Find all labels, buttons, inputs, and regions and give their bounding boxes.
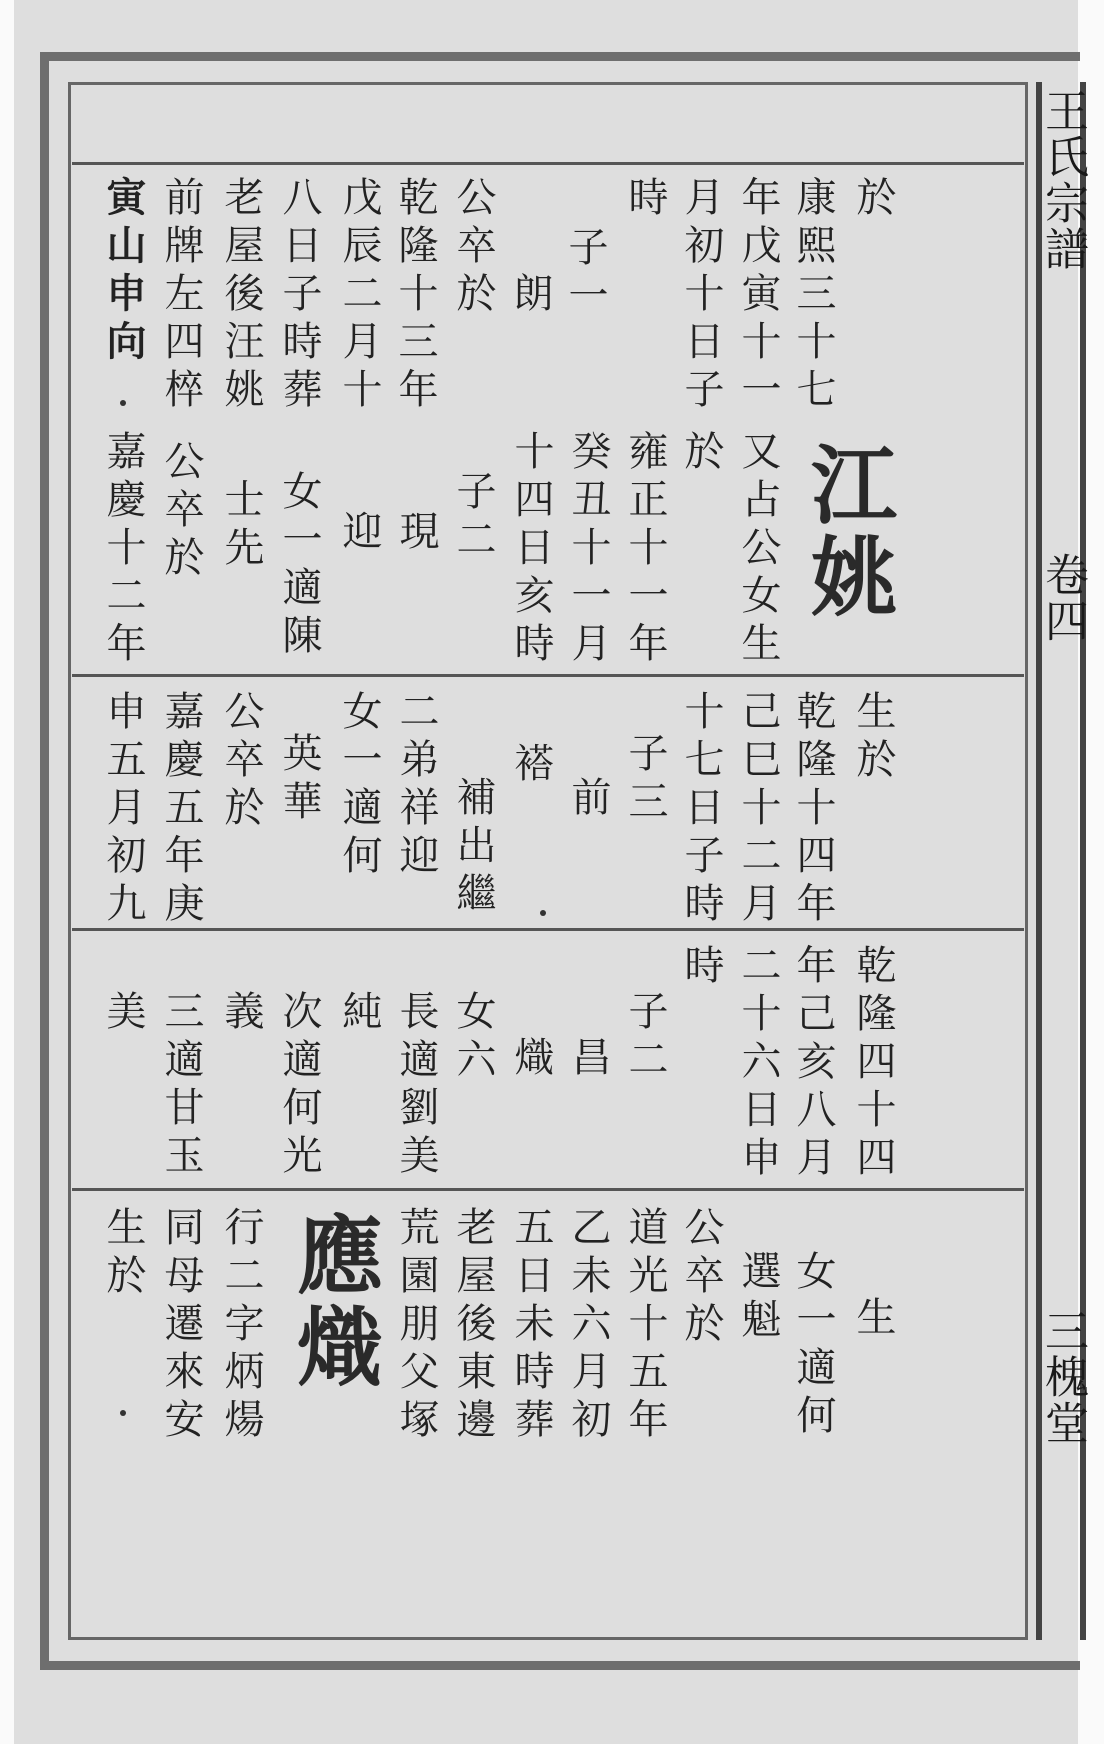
text-column: 公卒於 xyxy=(450,176,496,320)
text-column: 道光十五年 xyxy=(622,1206,668,1446)
register-rule-3 xyxy=(72,928,1024,931)
text-column: 戊辰二月十 xyxy=(336,176,382,416)
text-column: 乾隆十四年 xyxy=(790,690,836,930)
punctuation-mark xyxy=(120,1410,126,1416)
text-column: 於 xyxy=(850,176,896,224)
text-column: 時 xyxy=(678,944,724,992)
text-column: 士先 xyxy=(218,478,264,574)
text-column: 現 xyxy=(393,510,439,558)
text-column: 康熙三十七 xyxy=(790,176,836,416)
text-column: 雍正十一年 xyxy=(622,430,668,670)
text-column: 公卒於 xyxy=(678,1206,724,1350)
text-column: 乾隆十三年 xyxy=(392,176,438,416)
register-rule-4 xyxy=(72,1188,1024,1191)
text-column: 於 xyxy=(678,430,724,478)
text-column: 次適何光 xyxy=(276,990,322,1182)
text-column: 前 xyxy=(565,776,611,824)
text-column: 長適劉美 xyxy=(393,990,439,1182)
text-column: 嘉慶十二年 xyxy=(100,430,146,670)
register-rule-2 xyxy=(72,674,1024,677)
text-column: 二弟祥迎 xyxy=(393,690,439,882)
text-column: 女六 xyxy=(450,990,496,1086)
text-column: 荒園朋父塚 xyxy=(393,1206,439,1446)
text-column: 迎 xyxy=(336,510,382,558)
text-column: 女一適陳 xyxy=(276,470,322,662)
text-column: 昌 xyxy=(565,1036,611,1084)
text-column: 八日子時葬 xyxy=(276,176,322,416)
text-column: 五日未時葬 xyxy=(508,1206,554,1446)
text-column: 老屋後汪姚 xyxy=(218,176,264,416)
text-column: 選魁 xyxy=(735,1250,781,1346)
person-name-large: 江姚 xyxy=(796,440,897,624)
text-column: 子一 xyxy=(562,226,608,322)
text-column: 公卒於 xyxy=(158,440,204,584)
text-column: 行二字炳煬 xyxy=(218,1206,264,1446)
person-name-large: 應熾 xyxy=(282,1210,383,1394)
text-column: 英華 xyxy=(276,732,322,828)
punctuation-mark xyxy=(540,910,546,916)
text-column: 月初十日子 xyxy=(678,176,724,416)
text-column: 乙未六月初 xyxy=(565,1206,611,1446)
text-column: 年己亥八月 xyxy=(790,944,836,1184)
text-column: 女一適何 xyxy=(790,1250,836,1442)
text-column: 子三 xyxy=(622,732,668,828)
page-edge-left xyxy=(0,0,14,1744)
text-column: 年戊寅十一 xyxy=(735,176,781,416)
text-column: 十七日子時 xyxy=(678,690,724,930)
text-column: 純 xyxy=(336,990,382,1038)
text-column: 女一適何 xyxy=(336,690,382,882)
text-column: 寅山申向 xyxy=(100,176,147,368)
text-column: 申五月初九 xyxy=(100,690,146,930)
text-column: 褡 xyxy=(508,742,554,790)
punctuation-mark xyxy=(120,400,126,406)
text-column: 公卒於 xyxy=(218,690,264,834)
text-column: 三適甘玉 xyxy=(158,990,204,1182)
text-column: 時 xyxy=(622,176,668,224)
text-column: 嘉慶五年庚 xyxy=(158,690,204,930)
text-column: 己巳十二月 xyxy=(735,690,781,930)
text-column: 生於 xyxy=(100,1206,146,1302)
text-column: 生於 xyxy=(850,690,896,786)
text-column: 同母遷來安 xyxy=(158,1206,204,1446)
book-spine-margin xyxy=(1036,82,1086,1640)
text-column: 又占公女生 xyxy=(735,430,781,670)
text-column: 義 xyxy=(218,990,264,1038)
register-rule-1 xyxy=(72,162,1024,165)
text-column: 子二 xyxy=(450,470,496,566)
text-column: 朗 xyxy=(507,272,553,320)
text-column: 癸丑十一月 xyxy=(565,430,611,670)
text-column: 生 xyxy=(850,1296,896,1344)
text-column: 二十六日申 xyxy=(735,944,781,1184)
spine-title: 王氏宗譜 xyxy=(1037,88,1088,272)
spine-hall-name: 三槐堂 xyxy=(1037,1308,1088,1446)
text-column: 乾隆四十四 xyxy=(850,944,896,1184)
text-column: 美 xyxy=(100,990,146,1038)
text-column: 前牌左四椊 xyxy=(158,176,204,416)
text-column: 熾 xyxy=(508,1036,554,1084)
spine-volume: 卷四 xyxy=(1037,552,1088,644)
text-column: 十四日亥時 xyxy=(508,430,554,670)
text-column: 老屋後東邊 xyxy=(450,1206,496,1446)
text-column: 補出繼 xyxy=(450,776,496,920)
text-column: 子二 xyxy=(622,990,668,1086)
